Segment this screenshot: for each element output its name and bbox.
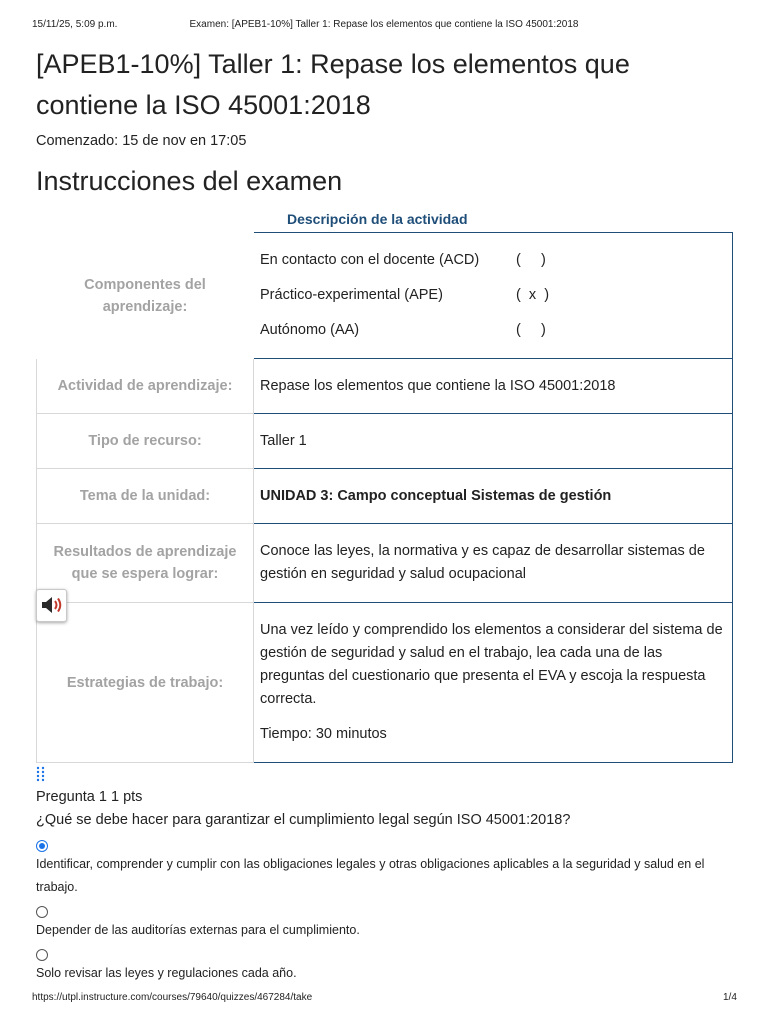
component-name: Práctico-experimental (APE) [260, 287, 443, 303]
strategies-value: Una vez leído y comprendido los elementos a considerar del sistema de gestión de seguridad y salud en el trabajo, lea cada una de las preguntas del cuestionario que presenta el EVA y escoja la respuesta correcta. [260, 622, 723, 707]
print-page-title: Examen: [APEB1-10%] Taller 1: Repase los elementos que contiene la ISO 45001:2018 [189, 19, 579, 30]
print-date: 15/11/25, 5:09 p.m. [32, 19, 118, 30]
unit-label: Tema de la unidad: [37, 469, 254, 524]
answer-text: Solo revisar las leyes y regulaciones cada año. [36, 966, 297, 980]
component-mark: ( x ) [516, 287, 550, 303]
answer-radio[interactable] [36, 906, 48, 918]
component-item [260, 278, 726, 313]
drag-handle-icon[interactable] [35, 766, 47, 782]
started-timestamp: Comenzado: 15 de nov en 17:05 [36, 133, 247, 149]
time-value: Tiempo: 30 minutos [260, 726, 387, 742]
components-label: Componentes del aprendizaje: [37, 233, 254, 359]
table-row [37, 469, 733, 524]
component-name: Autónomo (AA) [260, 322, 360, 338]
read-aloud-button[interactable] [36, 589, 67, 622]
answer-radio[interactable] [36, 949, 48, 961]
strategies-cell [254, 603, 733, 763]
page-url: https://utpl.instructure.com/courses/79640/quizzes/467284/take [32, 992, 313, 1003]
answer-text: Identificar, comprender y cumplir con las obligaciones legales y otras obligaciones aplicables a la seguridad y salud en el trabajo. [36, 857, 705, 894]
strategies-label: Estrategias de trabajo: [37, 603, 254, 763]
component-mark: ( ) [516, 322, 546, 338]
answer-text: Depender de las auditorías externas para el cumplimiento. [36, 923, 360, 937]
component-mark: ( ) [516, 252, 546, 268]
question-header: Pregunta 1 1 pts [36, 789, 143, 805]
resource-label: Tipo de recurso: [37, 414, 254, 469]
activity-table [36, 232, 733, 763]
page-number: 1/4 [723, 992, 737, 1003]
unit-value: UNIDAD 3: Campo conceptual Sistemas de gestión [254, 469, 733, 524]
activity-value: Repase los elementos que contiene la ISO 45001:2018 [254, 359, 733, 414]
results-label: Resultados de aprendizaje que se espera lograr: [37, 524, 254, 603]
instructions-heading: Instrucciones del examen [36, 166, 343, 196]
component-item [260, 313, 726, 348]
table-row [37, 603, 733, 763]
table-row [37, 524, 733, 603]
print-header [0, 0, 768, 30]
question-text: ¿Qué se debe hacer para garantizar el cumplimiento legal según ISO 45001:2018? [36, 812, 571, 828]
results-value: Conoce las leyes, la normativa y es capaz de desarrollar sistemas de gestión en seguridad y salud ocupacional [254, 524, 733, 603]
speaker-icon [41, 596, 63, 614]
components-cell [254, 233, 733, 359]
component-name: En contacto con el docente (ACD) [260, 252, 480, 268]
table-row [37, 233, 733, 359]
table-row [37, 414, 733, 469]
table-row [37, 359, 733, 414]
component-item [260, 243, 726, 278]
resource-value: Taller 1 [254, 414, 733, 469]
activity-label: Actividad de aprendizaje: [37, 359, 254, 414]
quiz-title: [APEB1-10%] Taller 1: Repase los elementos que contiene la ISO 45001:2018 [36, 49, 630, 120]
answer-radio[interactable] [36, 840, 48, 852]
activity-table-caption: Descripción de la actividad [287, 211, 468, 227]
